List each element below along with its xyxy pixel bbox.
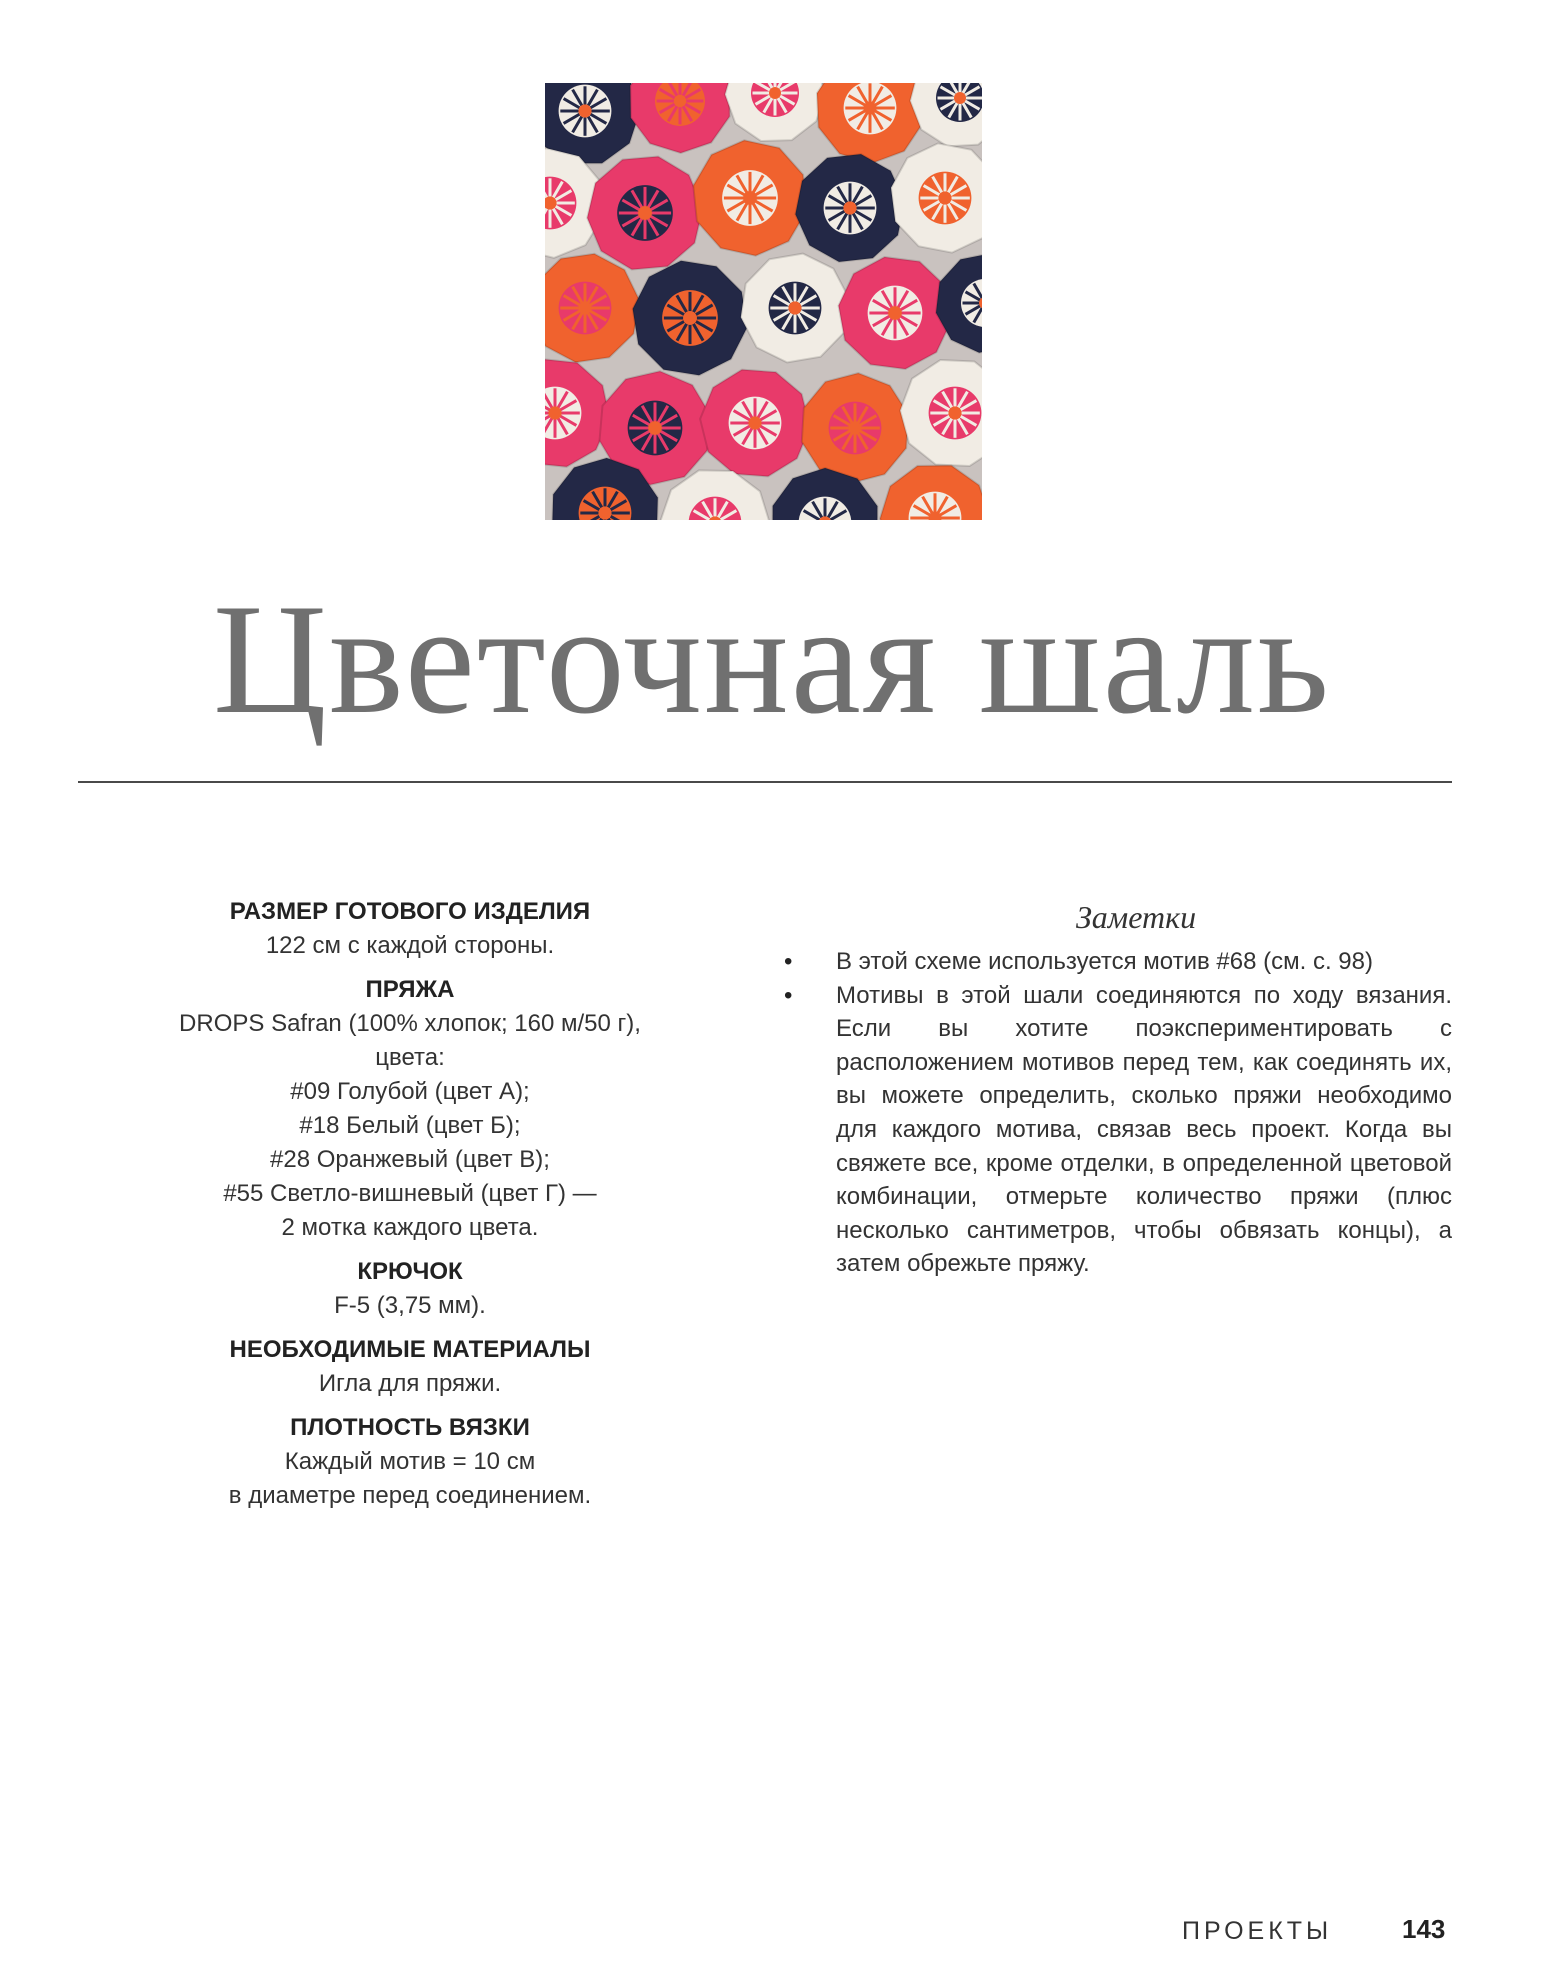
spec-heading-materials: НЕОБХОДИМЫЕ МАТЕРИАЛЫ	[229, 1336, 591, 1363]
footer-section-label: ПРОЕКТЫ	[1182, 1917, 1333, 1945]
spec-text: #18 Белый (цвет Б);	[299, 1112, 521, 1139]
spec-heading-hook: КРЮЧОК	[357, 1258, 463, 1285]
notes-column	[780, 895, 1452, 1281]
crochet-motifs-photo	[545, 83, 982, 520]
page-number: 143	[1402, 1914, 1446, 1944]
spec-text: Каждый мотив = 10 см	[284, 1448, 536, 1475]
page-title: Цветочная шаль	[212, 572, 1332, 747]
notes-list	[780, 945, 1452, 1281]
note-item: • Мотивы в этой шали соединяются по ходу вязания. Если вы хотите поэкспериментировать с расположением мотивов перед тем, как соединять их, вы можете определить, сколько пряжи необходимо для каждого мотива, связав весь проект. Когда вы свяжете все, кроме отделки, в определенной цветовой комбинации, отмерьте количество пряжи (плюс несколько сантиметров, чтобы обвязать концы), а затем обрежьте пряжу.	[780, 979, 1452, 1281]
spec-text: цвета:	[375, 1044, 445, 1071]
spec-heading-size: РАЗМЕР ГОТОВОГО ИЗДЕЛИЯ	[229, 898, 591, 925]
spec-text: #09 Голубой (цвет А);	[290, 1078, 530, 1105]
spec-text: в диаметре перед соединением.	[228, 1482, 592, 1509]
spec-heading-yarn: ПРЯЖА	[365, 976, 455, 1003]
note-item: • В этой схеме используется мотив #68 (см. с. 98)	[780, 945, 1452, 979]
spec-text: #55 Светло-вишневый (цвет Г) —	[223, 1180, 597, 1207]
notes-title: Заметки	[1075, 899, 1197, 935]
spec-text: F-5 (3,75 мм).	[334, 1292, 486, 1319]
spec-text: DROPS Safran (100% хлопок; 160 м/50 г),	[179, 1010, 641, 1037]
specs-column	[120, 895, 700, 1513]
title-divider	[78, 781, 1452, 783]
crochet-motifs-image	[545, 83, 982, 520]
spec-text: #28 Оранжевый (цвет В);	[270, 1146, 550, 1173]
spec-heading-gauge: ПЛОТНОСТЬ ВЯЗКИ	[290, 1414, 530, 1441]
spec-text: 2 мотка каждого цвета.	[281, 1214, 539, 1241]
spec-text: 122 см с каждой стороны.	[265, 932, 555, 959]
spec-text: Игла для пряжи.	[318, 1370, 502, 1397]
